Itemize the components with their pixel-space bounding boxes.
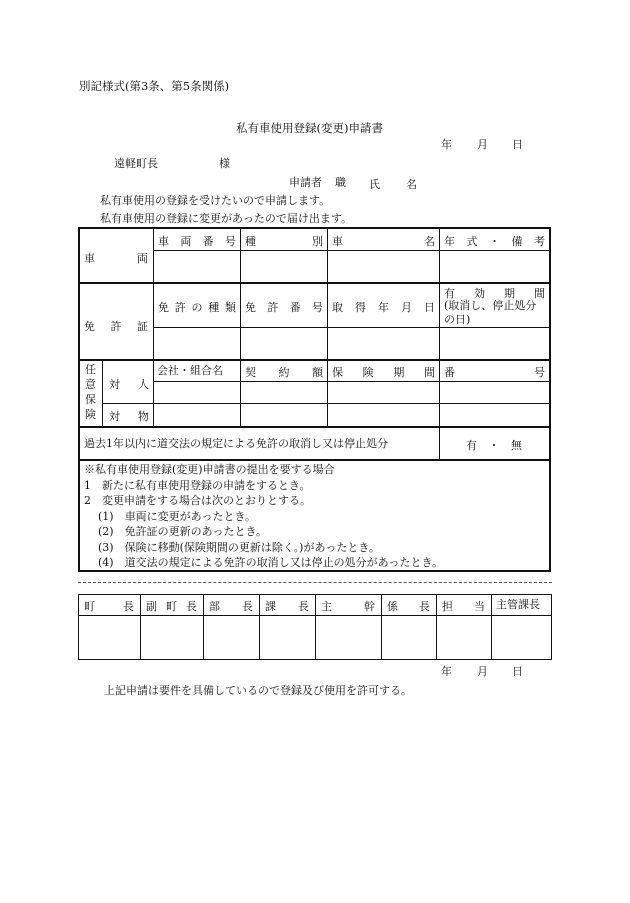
notes-item-1: 1 新たに私有車使用登録の申請をするとき。 — [84, 479, 311, 492]
form-reference: 別記様式(第3条、第5条関係) — [79, 79, 230, 93]
applicant-label: 申請者 — [289, 176, 322, 189]
license-validity-header: 有 効 期 間 — [444, 287, 545, 300]
vehicle-name-field[interactable] — [328, 251, 438, 282]
insurance-person-label: 対 人 — [109, 378, 149, 391]
approval-header-section-head: 課 長 — [265, 600, 309, 613]
history-answer-choice[interactable]: 有 ・ 無 — [466, 439, 522, 452]
insurance-person-period-field[interactable] — [328, 382, 438, 402]
position-label: 職 — [335, 176, 346, 189]
honorific: 様 — [219, 157, 230, 170]
license-date-field[interactable] — [328, 328, 438, 359]
insurance-amount-header: 契 約 額 — [245, 366, 323, 379]
notes-sub-1: (1) 車両に変更があったとき。 — [98, 510, 257, 523]
license-number-field[interactable] — [241, 328, 326, 359]
approval-stamp-chief[interactable] — [316, 616, 381, 659]
approval-stamp-managing-section-head[interactable] — [492, 616, 551, 659]
approval-stamp-deputy-mayor[interactable] — [141, 616, 203, 659]
addressee: 遠軽町長 — [114, 157, 158, 170]
vehicle-type-field[interactable] — [241, 251, 326, 282]
insurance-period-header: 保 険 期 間 — [332, 366, 435, 379]
notes-sub-3: (3) 保険に移動(保険期間の更新は除く。)があったとき。 — [98, 541, 380, 554]
vehicle-row-label: 車 両 — [84, 252, 148, 265]
approval-header-deputy-mayor: 副 町 長 — [146, 600, 197, 613]
cut-line — [78, 582, 552, 583]
notes-heading: ※私有車使用登録(変更)申請書の提出を要する場合 — [84, 463, 335, 476]
date-month-label: 月 — [477, 138, 488, 151]
notes-sub-2: (2) 免許証の更新のあったとき。 — [98, 525, 268, 538]
vehicle-type-header: 種 別 — [245, 235, 323, 248]
license-validity-field[interactable] — [440, 328, 549, 359]
page-title: 私有車使用登録(変更)申請書 — [236, 121, 383, 135]
approval-header-department-head: 部 長 — [209, 600, 253, 613]
approval-header-mayor: 町 長 — [84, 600, 134, 613]
insurance-company-header: 会社・組合名 — [157, 364, 223, 377]
approval-stamp-subsection-head[interactable] — [382, 616, 436, 659]
notes-sub-4: (4) 道交法の規定による免許の取消し又は停止の処分があったとき。 — [98, 556, 444, 569]
vehicle-number-header: 車 両 番 号 — [158, 235, 236, 248]
approval-date-month-label: 月 — [477, 665, 488, 678]
approval-header-managing-section-head: 主管課長 — [496, 598, 540, 611]
vehicle-model-header: 年 式 ・ 備 考 — [444, 235, 545, 248]
approval-date-year-label: 年 — [441, 665, 452, 678]
date-day-label: 日 — [512, 138, 523, 151]
license-row-label: 免 許 証 — [84, 320, 148, 333]
license-kind-field[interactable] — [154, 328, 239, 359]
insurance-property-amount-field[interactable] — [241, 404, 326, 426]
approval-statement: 上記申請は要件を具備しているので登録及び使用を許可する。 — [104, 684, 412, 697]
approval-header-staff: 担 当 — [442, 600, 485, 613]
insurance-property-label: 対 物 — [109, 410, 149, 423]
insurance-property-number-field[interactable] — [440, 404, 549, 426]
approval-stamp-section-head[interactable] — [260, 616, 315, 659]
date-year-label: 年 — [441, 138, 452, 151]
license-validity-note-2: の日) — [444, 313, 471, 326]
name-label: 氏 名 — [369, 178, 417, 191]
statement-change: 私有車使用の登録に変更があったので届け出ます。 — [100, 212, 353, 225]
license-date-header: 取 得 年 月 日 — [332, 301, 435, 314]
insurance-person-number-field[interactable] — [440, 382, 549, 402]
notes-item-2: 2 変更申請をする場合は次のとおりとする。 — [84, 494, 311, 507]
license-number-header: 免 許 番 号 — [245, 301, 323, 314]
insurance-property-period-field[interactable] — [328, 404, 438, 426]
approval-stamp-mayor[interactable] — [79, 616, 140, 659]
statement-register: 私有車使用の登録を受けたいので申請します。 — [100, 194, 331, 207]
approval-date-day-label: 日 — [512, 665, 523, 678]
insurance-person-company-field[interactable] — [154, 382, 239, 402]
approval-stamp-staff[interactable] — [437, 616, 491, 659]
vehicle-model-field[interactable] — [440, 251, 549, 282]
approval-stamp-department-head[interactable] — [204, 616, 259, 659]
approval-header-subsection-head: 係 長 — [387, 600, 430, 613]
vehicle-number-field[interactable] — [154, 251, 239, 282]
license-validity-note-1: (取消し、停止処分 — [444, 299, 537, 312]
license-kind-header: 免 許 の 種 類 — [158, 301, 236, 314]
insurance-person-amount-field[interactable] — [241, 382, 326, 402]
history-question: 過去1年以内に道交法の規定による免許の取消し又は停止処分 — [84, 437, 388, 450]
approval-header-chief: 主 幹 — [321, 600, 375, 613]
insurance-property-company-field[interactable] — [154, 404, 239, 426]
vehicle-name-header: 車 名 — [332, 235, 435, 248]
insurance-number-header: 番 号 — [444, 366, 545, 379]
